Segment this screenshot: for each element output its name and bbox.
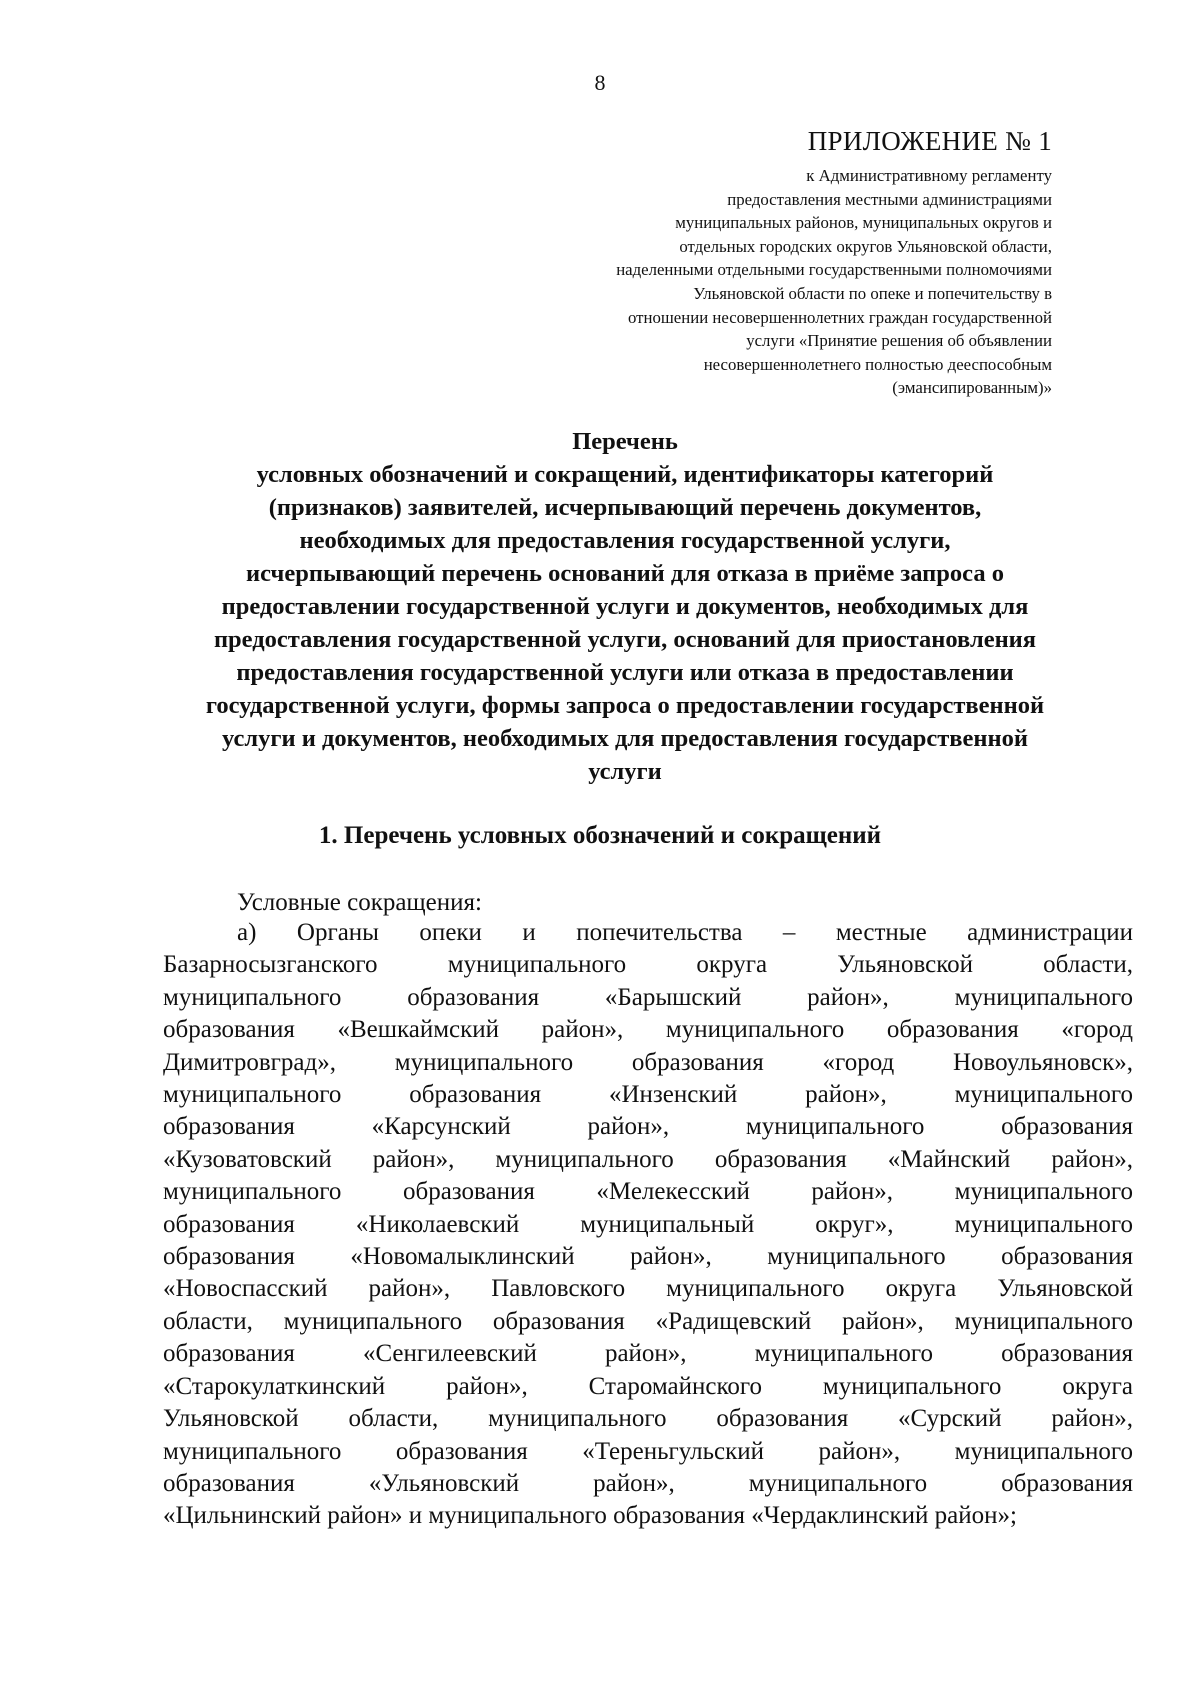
section-heading: 1. Перечень условных обозначений и сокращений bbox=[318, 822, 882, 849]
paragraph-line: Ульяновской области, муниципального образования «Сурский район», bbox=[163, 1405, 1133, 1433]
paragraph-line: муниципального образования «Тереньгульский район», муниципального bbox=[163, 1437, 1133, 1465]
appendix-line: к Административному регламенту bbox=[806, 166, 1052, 185]
title-line: услуги bbox=[588, 758, 662, 785]
document-title bbox=[140, 425, 1110, 788]
appendix-line: муниципальных районов, муниципальных округов и bbox=[675, 213, 1052, 233]
title-line: государственной услуги, формы запроса о предоставлении государственной bbox=[205, 692, 1045, 719]
appendix-block bbox=[352, 126, 1052, 400]
title-line: необходимых для предоставления государственной услуги, bbox=[299, 527, 951, 554]
title-line: исчерпывающий перечень оснований для отказа в приёме запроса о bbox=[246, 560, 1004, 587]
paragraph-line: образования «Вешкаймский район», муниципального образования «город bbox=[163, 1016, 1133, 1044]
paragraph-line: Базарносызганского муниципального округа Ульяновской области, bbox=[163, 951, 1133, 979]
paragraph-line: образования «Ульяновский район», муниципального образования bbox=[163, 1469, 1133, 1497]
paragraph-line: «Новоспасский район», Павловского муниципального округа Ульяновской bbox=[163, 1275, 1133, 1303]
paragraph-line: муниципального образования «Инзенский район», муниципального bbox=[163, 1081, 1133, 1109]
appendix-line: отношении несовершеннолетних граждан государственной bbox=[627, 307, 1052, 327]
appendix-line: Ульяновской области по опеке и попечительству в bbox=[693, 283, 1052, 303]
paragraph-line: «Кузоватовский район», муниципального образования «Майнский район», bbox=[163, 1145, 1133, 1173]
paragraph-line: «Старокулаткинский район», Старомайнского муниципального округа bbox=[163, 1372, 1133, 1400]
paragraph-line: муниципального образования «Барышский район», муниципального bbox=[163, 983, 1133, 1011]
paragraph-line: образования «Николаевский муниципальный округ», муниципального bbox=[163, 1210, 1133, 1238]
appendix-title: ПРИЛОЖЕНИЕ № 1 bbox=[807, 126, 1052, 156]
title-line: предоставлении государственной услуги и документов, необходимых для bbox=[221, 593, 1029, 620]
appendix-line: наделенными отдельными государственными полномочиями bbox=[616, 260, 1052, 280]
paragraph-line: а) Органы опеки и попечительства – местные администрации bbox=[237, 919, 1133, 946]
paragraph-line: образования «Новомалыклинский район», муниципального образования bbox=[163, 1243, 1133, 1271]
page-number: 8 bbox=[594, 70, 606, 95]
appendix-line: (эмансипированным)» bbox=[892, 378, 1052, 398]
appendix-line: предоставления местными администрациями bbox=[727, 189, 1052, 209]
abbreviations-paragraph bbox=[163, 917, 1133, 1533]
abbreviations-label: Условные сокращения: bbox=[237, 889, 482, 916]
appendix-line: несовершеннолетнего полностью дееспособным bbox=[703, 354, 1052, 374]
title-line: Перечень bbox=[572, 428, 678, 455]
title-line: предоставления государственной услуги или отказа в предоставлении bbox=[236, 659, 1014, 686]
paragraph-line: образования «Сенгилеевский район», муниципального образования bbox=[163, 1340, 1133, 1368]
appendix-line: отдельных городских округов Ульяновской области, bbox=[679, 236, 1052, 256]
title-line: предоставления государственной услуги, оснований для приостановления bbox=[213, 626, 1037, 653]
appendix-description bbox=[352, 164, 1052, 400]
paragraph-line: Димитровград», муниципального образования «город Новоульяновск», bbox=[163, 1048, 1133, 1076]
paragraph-line: «Цильнинский район» и муниципального образования «Чердаклинский район»; bbox=[163, 1502, 1017, 1530]
paragraph-line: области, муниципального образования «Радищевский район», муниципального bbox=[163, 1307, 1133, 1335]
paragraph-line: образования «Карсунский район», муниципального образования bbox=[163, 1113, 1133, 1141]
title-line: услуги и документов, необходимых для предоставления государственной bbox=[222, 725, 1028, 752]
title-line: условных обозначений и сокращений, идентификаторы категорий bbox=[256, 461, 994, 488]
title-line: (признаков) заявителей, исчерпывающий перечень документов, bbox=[268, 494, 982, 521]
paragraph-line: муниципального образования «Мелекесский район», муниципального bbox=[163, 1178, 1133, 1206]
appendix-line: услуги «Принятие решения об объявлении bbox=[746, 331, 1052, 351]
